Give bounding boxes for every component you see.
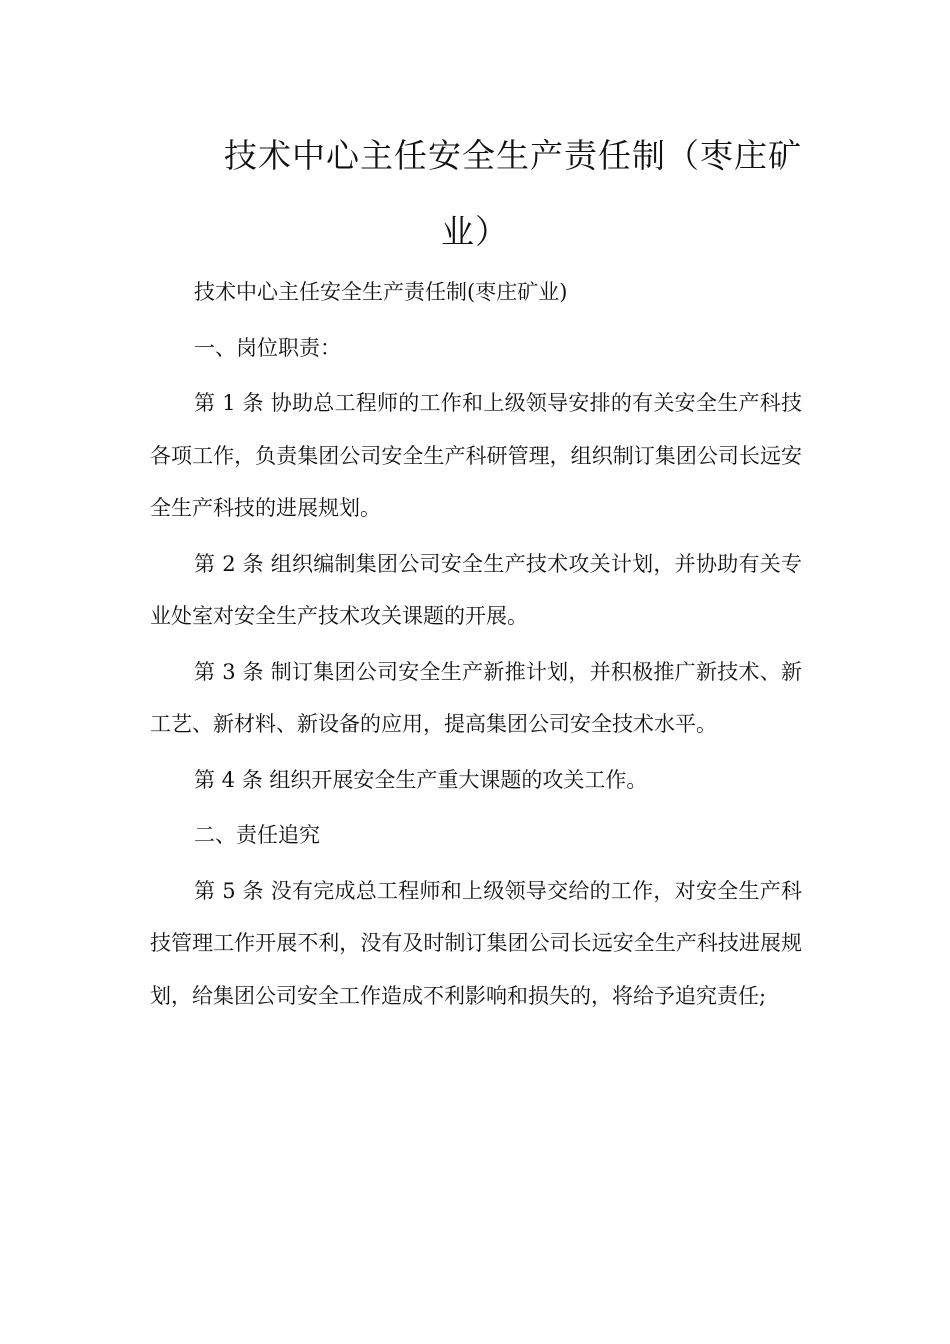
document-title bbox=[150, 118, 800, 270]
paragraph-article-2: 第 2 条 组织编制集团公司安全生产技术攻关计划，并协助有关专业处室对安全生产技术攻关课题的开展。 bbox=[150, 551, 802, 628]
document-title-line-2: 业） bbox=[441, 212, 509, 251]
paragraph-article-3: 第 3 条 制订集团公司安全生产新推计划，并积极推广新技术、新工艺、新材料、新设备的应用，提高集团公司安全技术水平。 bbox=[150, 659, 802, 736]
section-heading-accountability: 二、责任追究 bbox=[194, 823, 320, 847]
section-heading-duties: 一、岗位职责： bbox=[194, 335, 341, 360]
paragraph-article-5: 第 5 条 没有完成总工程师和上级领导交给的工作，对安全生产科技管理工作开展不利，没有及时制订集团公司长远安全生产科技进展规划，给集团公司安全工作造成不利影响和损失的，将给予追究责任; bbox=[150, 878, 802, 1008]
paragraph-subtitle: 技术中心主任安全生产责任制(枣庄矿业) bbox=[194, 280, 568, 304]
paragraph-article-1: 第 1 条 协助总工程师的工作和上级领导安排的有关安全生产科技各项工作，负责集团公司安全生产科研管理，组织制订集团公司长远安全生产科技的进展规划。 bbox=[150, 391, 802, 520]
document-body bbox=[150, 266, 802, 1022]
paragraph-article-4: 第 4 条 组织开展安全生产重大课题的攻关工作。 bbox=[194, 767, 648, 792]
document-title-line-1: 技术中心主任安全生产责任制（枣庄矿 bbox=[224, 136, 802, 175]
